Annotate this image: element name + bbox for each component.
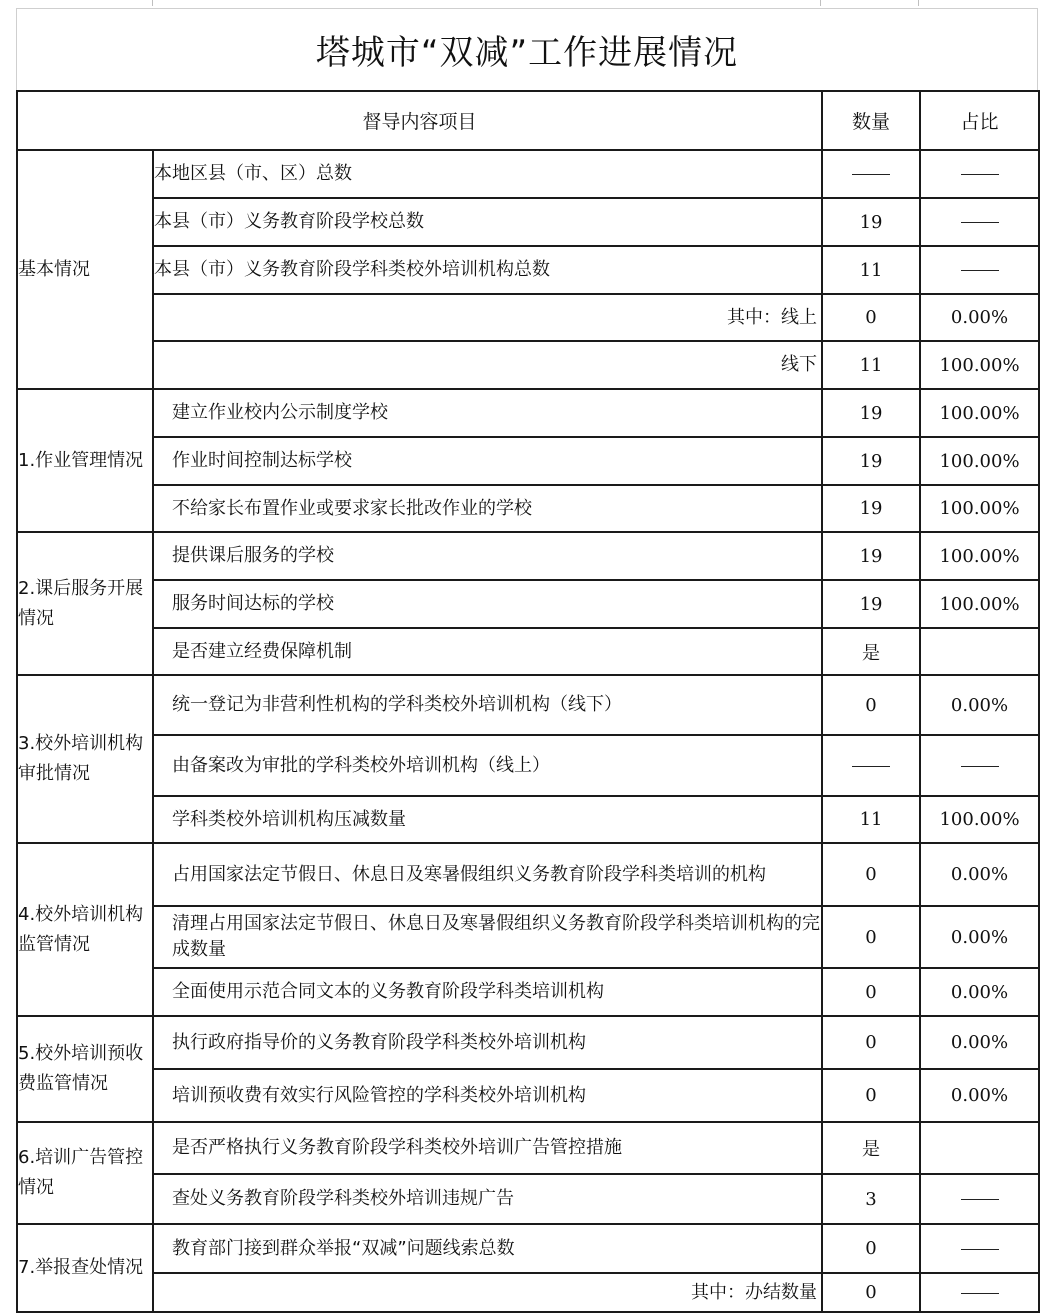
item-cell: 由备案改为审批的学科类校外培训机构（线上）	[153, 735, 822, 796]
item-cell: 查处义务教育阶段学科类校外培训违规广告	[153, 1174, 822, 1224]
ratio-cell	[920, 1224, 1039, 1273]
dash-mark	[961, 174, 999, 175]
table-row	[17, 341, 1039, 389]
ratio-cell: 0.00%	[920, 968, 1039, 1016]
ratio-cell: 0.00%	[920, 1069, 1039, 1122]
top-edge-strip	[0, 0, 1056, 8]
count-cell: 11	[822, 246, 920, 294]
table-row	[17, 796, 1039, 843]
page-title: 塔城市“双减”工作进展情况	[315, 33, 739, 73]
ratio-cell: 100.00%	[920, 389, 1039, 437]
item-cell: 本县（市）义务教育阶段学校总数	[153, 198, 822, 246]
item-cell: 本地区县（市、区）总数	[153, 150, 822, 198]
table-row	[17, 843, 1039, 906]
table-row	[17, 294, 1039, 341]
category-cell: 5.校外培训预收费监管情况	[17, 1016, 153, 1122]
item-cell: 本县（市）义务教育阶段学科类校外培训机构总数	[153, 246, 822, 294]
ratio-cell	[920, 246, 1039, 294]
ratio-cell	[920, 735, 1039, 796]
table-row	[17, 968, 1039, 1016]
count-cell: 19	[822, 389, 920, 437]
count-cell: 19	[822, 580, 920, 628]
header-row	[17, 91, 1039, 150]
item-cell: 是否建立经费保障机制	[153, 628, 822, 675]
ratio-cell: 0.00%	[920, 294, 1039, 341]
ratio-cell: 100.00%	[920, 437, 1039, 485]
count-cell: 19	[822, 532, 920, 580]
table-row	[17, 735, 1039, 796]
category-cell: 2.课后服务开展情况	[17, 532, 153, 675]
category-cell: 1.作业管理情况	[17, 389, 153, 532]
item-cell: 学科类校外培训机构压减数量	[153, 796, 822, 843]
count-cell: 19	[822, 198, 920, 246]
item-cell: 是否严格执行义务教育阶段学科类校外培训广告管控措施	[153, 1122, 822, 1174]
count-cell: 0	[822, 294, 920, 341]
dash-mark	[852, 174, 890, 175]
count-cell: 是	[822, 1122, 920, 1174]
item-cell: 建立作业校内公示制度学校	[153, 389, 822, 437]
item-cell: 作业时间控制达标学校	[153, 437, 822, 485]
item-cell: 执行政府指导价的义务教育阶段学科类校外培训机构	[153, 1016, 822, 1069]
count-cell: 0	[822, 1273, 920, 1312]
item-cell: 线下	[153, 341, 822, 389]
table-row	[17, 628, 1039, 675]
category-cell: 4.校外培训机构监管情况	[17, 843, 153, 1016]
title-box	[16, 8, 1038, 90]
count-cell: 0	[822, 1224, 920, 1273]
dash-mark	[961, 270, 999, 271]
count-cell: 19	[822, 437, 920, 485]
dash-mark	[961, 1249, 999, 1250]
dash-mark	[961, 1199, 999, 1200]
table-row	[17, 1273, 1039, 1312]
item-cell: 提供课后服务的学校	[153, 532, 822, 580]
ratio-cell: 0.00%	[920, 906, 1039, 968]
top-tick	[820, 0, 821, 6]
item-cell: 服务时间达标的学校	[153, 580, 822, 628]
table-row	[17, 150, 1039, 198]
count-cell	[822, 150, 920, 198]
ratio-cell	[920, 1273, 1039, 1312]
item-cell: 全面使用示范合同文本的义务教育阶段学科类培训机构	[153, 968, 822, 1016]
table-row	[17, 1174, 1039, 1224]
category-cell: 3.校外培训机构审批情况	[17, 675, 153, 843]
count-cell: 11	[822, 341, 920, 389]
table-row	[17, 246, 1039, 294]
item-cell: 其中：办结数量	[153, 1273, 822, 1312]
table-row	[17, 1069, 1039, 1122]
dash-mark	[961, 1293, 999, 1294]
table-row	[17, 437, 1039, 485]
ratio-cell	[920, 1122, 1039, 1174]
count-cell	[822, 735, 920, 796]
top-tick	[152, 0, 153, 6]
ratio-cell	[920, 150, 1039, 198]
category-cell: 6.培训广告管控情况	[17, 1122, 153, 1224]
ratio-cell: 100.00%	[920, 532, 1039, 580]
header-ratio: 占比	[920, 91, 1039, 150]
table-row	[17, 389, 1039, 437]
ratio-cell	[920, 1174, 1039, 1224]
count-cell: 是	[822, 628, 920, 675]
header-count: 数量	[822, 91, 920, 150]
table-row	[17, 1016, 1039, 1069]
item-cell: 清理占用国家法定节假日、休息日及寒暑假组织义务教育阶段学科类培训机构的完成数量	[153, 906, 822, 968]
count-cell: 0	[822, 675, 920, 735]
dash-mark	[961, 222, 999, 223]
item-cell: 教育部门接到群众举报“双减”问题线索总数	[153, 1224, 822, 1273]
header-item: 督导内容项目	[17, 91, 822, 150]
ratio-cell: 100.00%	[920, 485, 1039, 532]
item-cell: 统一登记为非营利性机构的学科类校外培训机构（线下）	[153, 675, 822, 735]
table-row	[17, 532, 1039, 580]
count-cell: 19	[822, 485, 920, 532]
count-cell: 3	[822, 1174, 920, 1224]
ratio-cell: 0.00%	[920, 1016, 1039, 1069]
category-cell: 7.举报查处情况	[17, 1224, 153, 1312]
count-cell: 0	[822, 1016, 920, 1069]
item-cell: 培训预收费有效实行风险管控的学科类校外培训机构	[153, 1069, 822, 1122]
dash-mark	[961, 766, 999, 767]
ratio-cell	[920, 628, 1039, 675]
item-cell: 占用国家法定节假日、休息日及寒暑假组织义务教育阶段学科类培训的机构	[153, 843, 822, 906]
dash-mark	[852, 766, 890, 767]
count-cell: 0	[822, 968, 920, 1016]
table-row	[17, 580, 1039, 628]
count-cell: 11	[822, 796, 920, 843]
item-cell: 其中：线上	[153, 294, 822, 341]
table-row	[17, 675, 1039, 735]
item-cell: 不给家长布置作业或要求家长批改作业的学校	[153, 485, 822, 532]
ratio-cell: 100.00%	[920, 796, 1039, 843]
count-cell: 0	[822, 1069, 920, 1122]
table-row	[17, 485, 1039, 532]
count-cell: 0	[822, 906, 920, 968]
ratio-cell	[920, 198, 1039, 246]
top-tick	[918, 0, 919, 6]
ratio-cell: 0.00%	[920, 675, 1039, 735]
table-row	[17, 1224, 1039, 1273]
count-cell: 0	[822, 843, 920, 906]
ratio-cell: 0.00%	[920, 843, 1039, 906]
ratio-cell: 100.00%	[920, 580, 1039, 628]
table-row	[17, 906, 1039, 968]
table-row	[17, 198, 1039, 246]
ratio-cell: 100.00%	[920, 341, 1039, 389]
progress-table	[16, 90, 1040, 1313]
table-row	[17, 1122, 1039, 1174]
category-cell: 基本情况	[17, 150, 153, 389]
